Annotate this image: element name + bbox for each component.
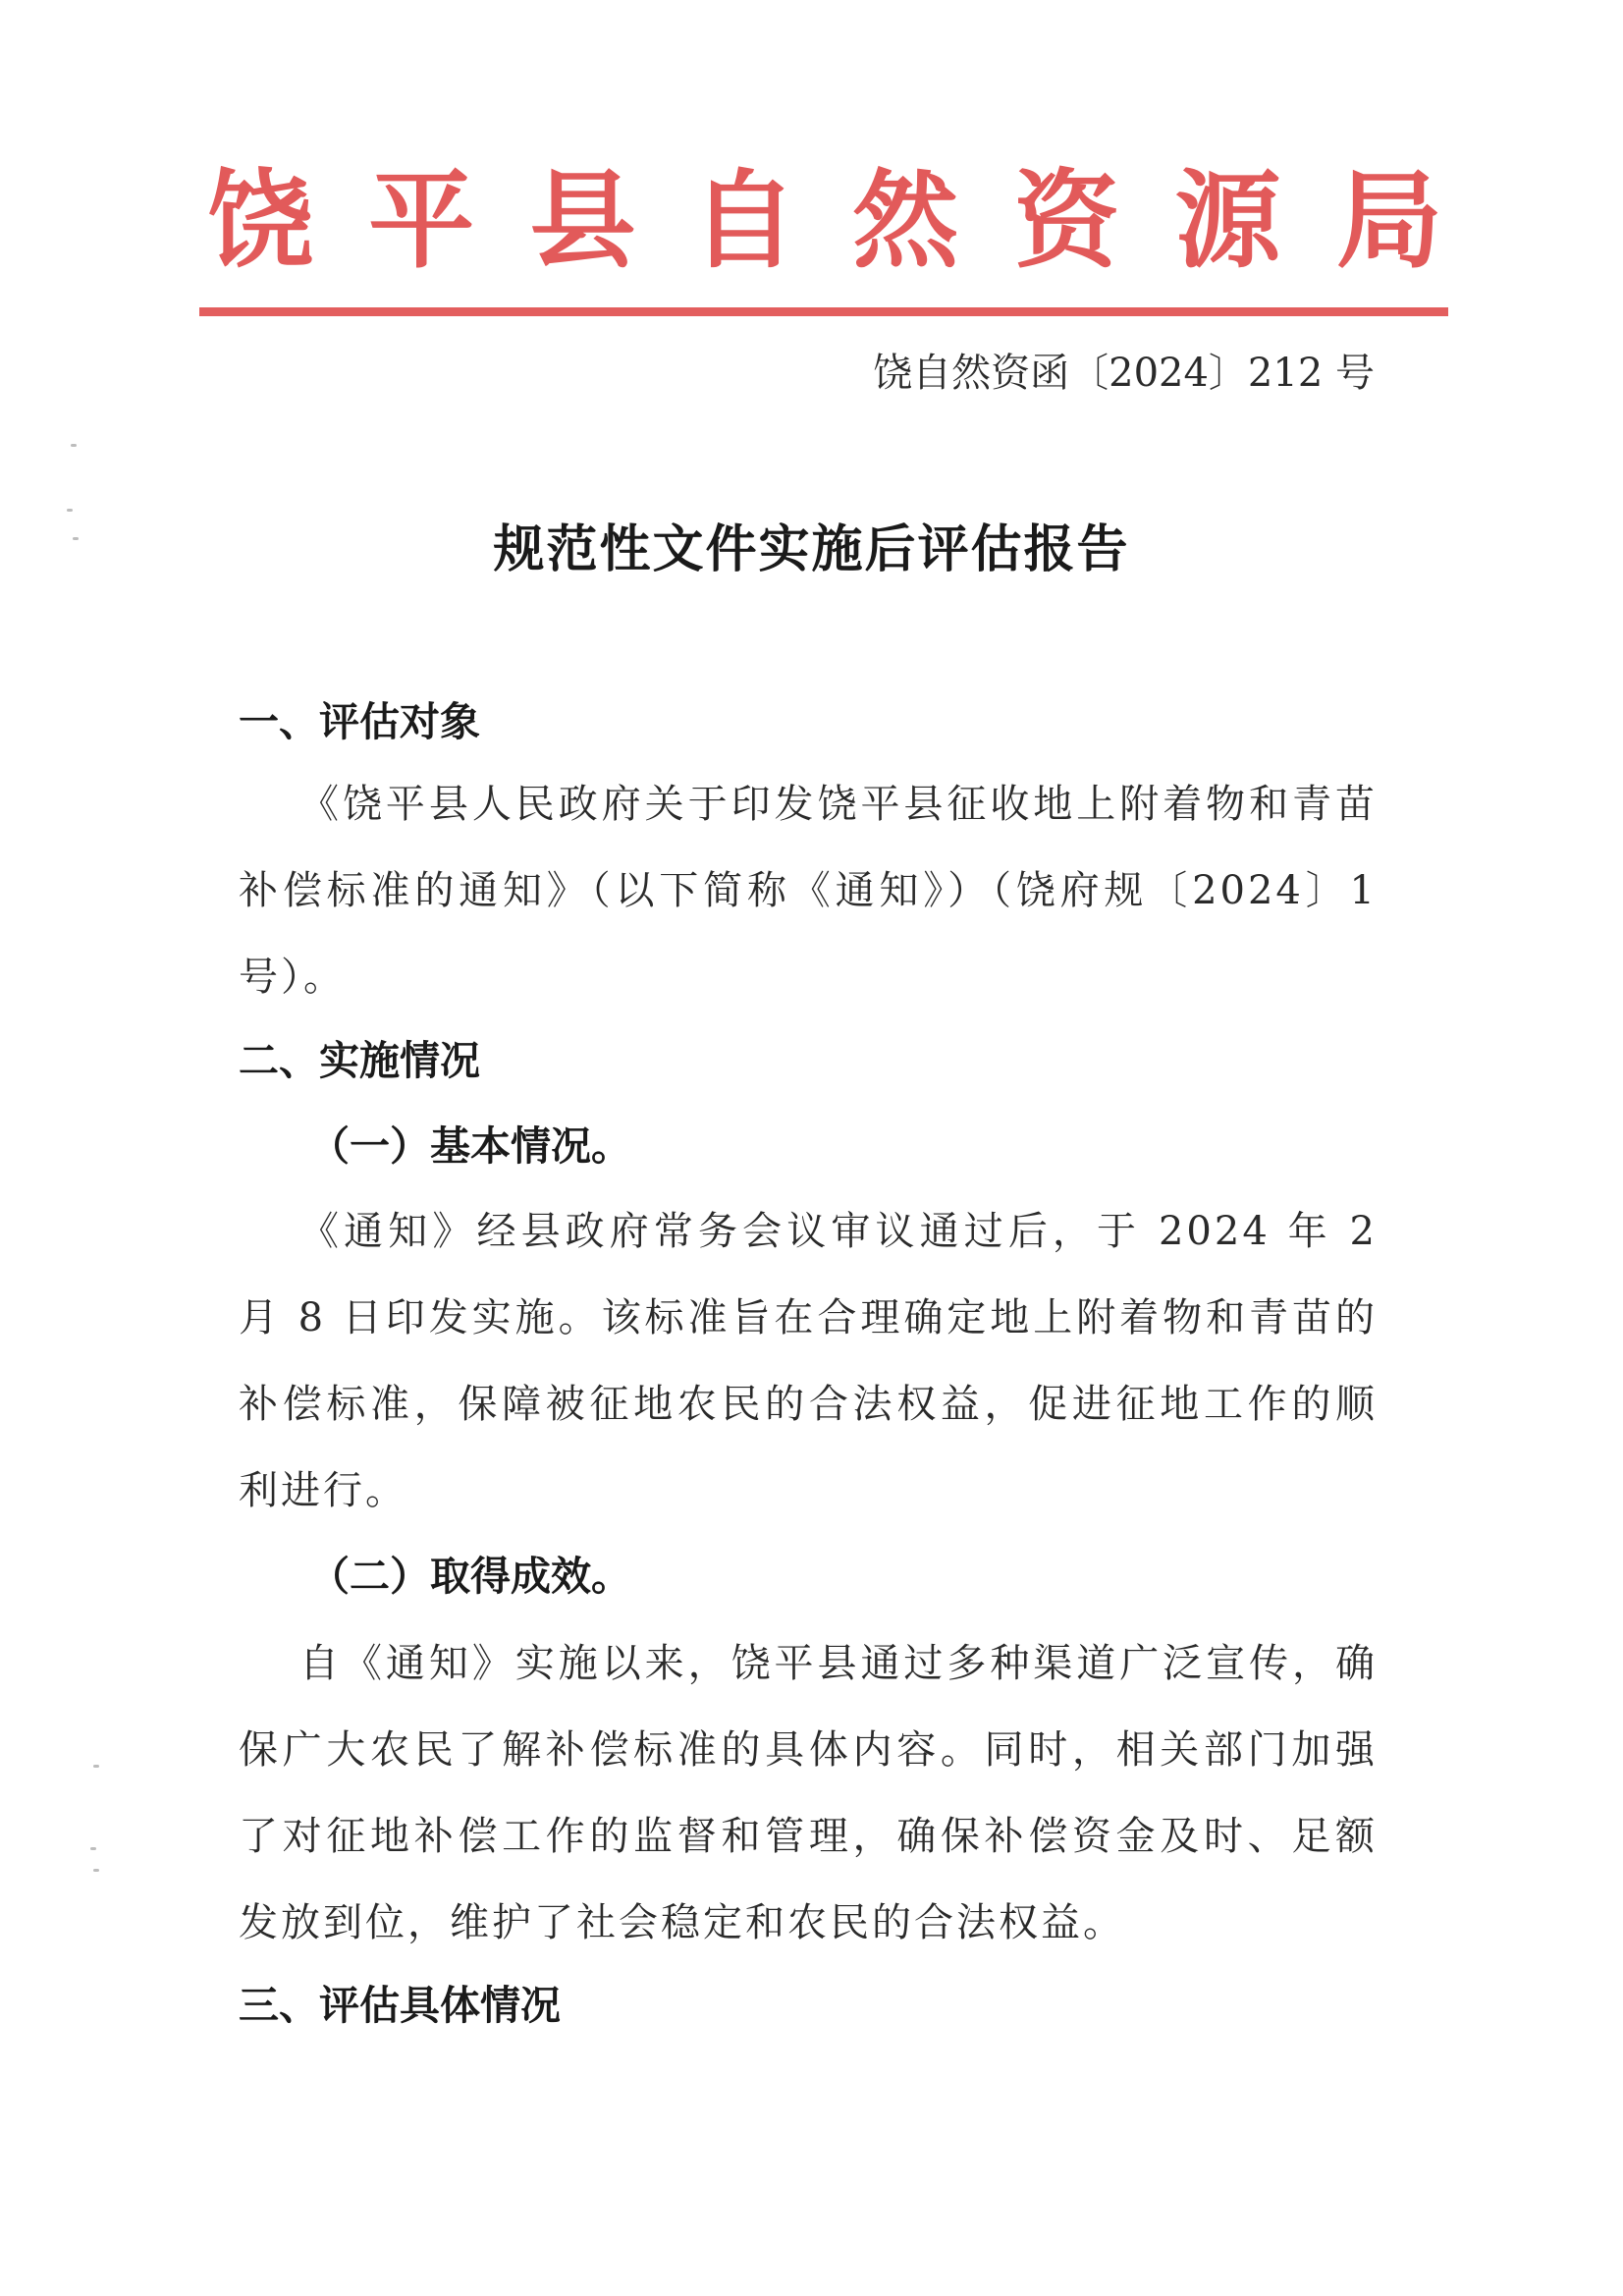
letterhead-char: 平 (368, 159, 475, 283)
section-1-paragraph: 《饶平县人民政府关于印发饶平县征收地上附着物和青苗补偿标准的通知》（以下简称《通知》）（饶府规〔2024〕1 号）。 (239, 782, 1378, 1000)
section-heading-3: 三、评估具体情况 (239, 1982, 561, 2029)
section-heading-1: 一、评估对象 (239, 698, 480, 745)
section-2-paragraph-1: 《通知》经县政府常务会议审议通过后，于 2024 年 2 月 8 日印发实施。该标准旨在合理确定地上附着物和青苗的补偿标准，保障被征地农民的合法权益，促进征地工作的顺利进行。 (239, 1209, 1378, 1513)
document-title: 规范性文件实施后评估报告 (493, 520, 1130, 579)
scan-speck (71, 444, 77, 447)
letterhead-char: 局 (1335, 159, 1442, 283)
letterhead-char: 县 (529, 159, 636, 283)
letterhead-red-rule (199, 307, 1448, 316)
subsection-heading-basic: （一）基本情况。 (309, 1122, 631, 1170)
section-heading-2: 二、实施情况 (239, 1037, 480, 1084)
section-2-paragraph-2: 自《通知》实施以来，饶平县通过多种渠道广泛宣传，确保广大农民了解补偿标准的具体内容。同时，相关部门加强了对征地补偿工作的监督和管理，确保补偿资金及时、足额发放到位，维护了社会稳定和农民的合法权益。 (239, 1641, 1378, 1945)
letterhead (201, 159, 1448, 283)
letterhead-char: 然 (852, 159, 959, 283)
letterhead-char: 资 (1013, 159, 1120, 283)
scan-speck (93, 1765, 99, 1768)
scan-speck (90, 1847, 96, 1850)
scan-speck (73, 537, 79, 540)
scan-speck (67, 509, 73, 512)
subsection-heading-results: （二）取得成效。 (309, 1553, 631, 1600)
letterhead-char: 源 (1174, 159, 1281, 283)
letterhead-char: 饶 (206, 159, 313, 283)
document-number: 饶自然资函〔2024〕212 号 (873, 351, 1375, 396)
scan-speck (93, 1869, 99, 1872)
letterhead-char: 自 (690, 159, 797, 283)
